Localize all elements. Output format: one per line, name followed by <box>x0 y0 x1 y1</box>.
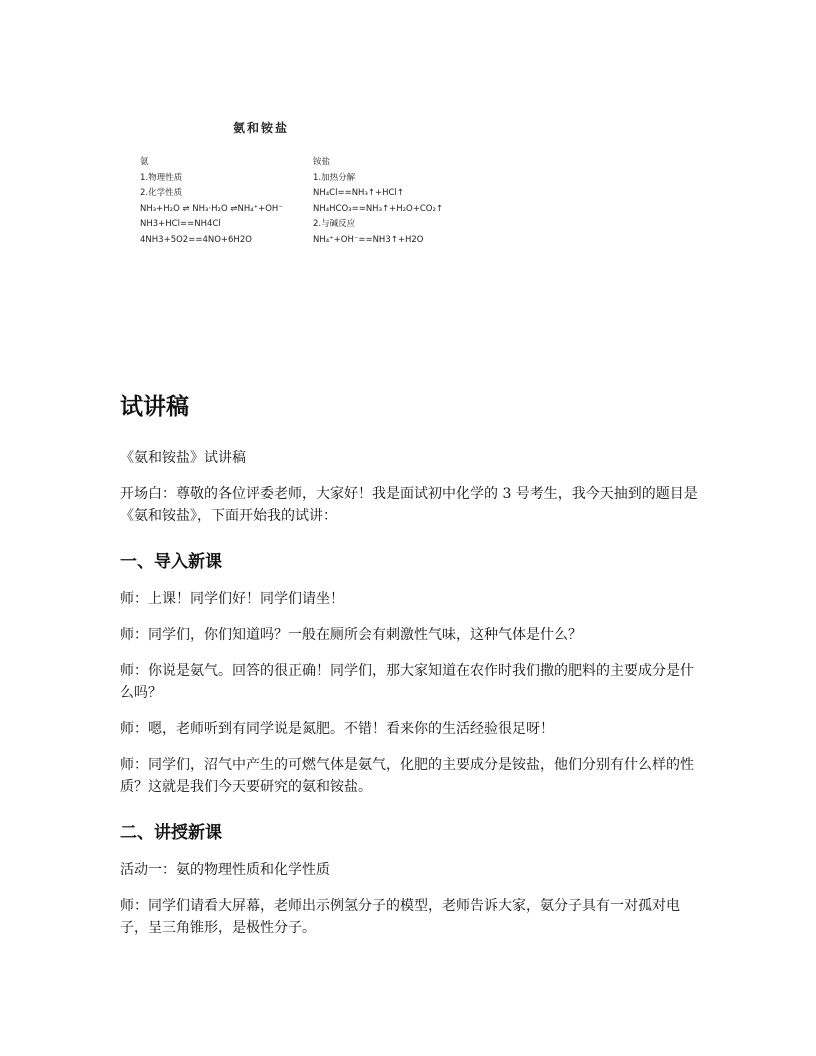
paragraph: 师：同学们，沼气中产生的可燃气体是氨气，化肥的主要成分是铵盐，他们分别有什么样的性质？这就是我们今天要研究的氨和铵盐。 <box>120 757 694 795</box>
board-left-column <box>140 155 283 248</box>
board-line: NH₄HCO₃==NH₃↑+H₂O+CO₂↑ <box>313 203 443 214</box>
board-title: 氨和铵盐 <box>233 121 290 135</box>
section-heading-teaching: 二、讲授新课 <box>120 823 222 843</box>
lecture-script <box>120 388 700 953</box>
board-line: 1.加热分解 <box>313 172 356 183</box>
board-line: 铵盐 <box>313 157 331 167</box>
board-right-column <box>313 155 443 248</box>
subtitle: 《氨和铵盐》试讲稿 <box>120 450 246 466</box>
paragraph: 师：你说是氨气。回答的很正确！同学们，那大家知道在农作时我们撒的肥料的主要成分是什么吗？ <box>120 663 694 701</box>
board-line: 1.物理性质 <box>140 172 183 183</box>
board-line: NH3+HCl==NH4Cl <box>140 219 221 229</box>
paragraph: 师：同学们，你们知道吗？一般在厕所会有刺激性气味，这种气体是什么？ <box>120 627 582 643</box>
board-line: 4NH3+5O2==4NO+6H2O <box>140 234 252 245</box>
board-line: NH₃+H₂O ⇌ NH₃·H₂O ⇌NH₄⁺+OH⁻ <box>140 203 283 214</box>
board-line: NH₄⁺+OH⁻==NH3↑+H2O <box>313 234 424 245</box>
board-line: 氨 <box>140 157 149 167</box>
paragraph: 活动一：氨的物理性质和化学性质 <box>120 862 330 878</box>
board-line: NH₄Cl==NH₃↑+HCl↑ <box>313 188 404 198</box>
page-title: 试讲稿 <box>120 394 189 420</box>
paragraph: 师：嗯，老师听到有同学说是氮肥。不错！看来你的生活经验很足呀！ <box>120 721 554 737</box>
paragraph: 师：同学们请看大屏幕，老师出示例氢分子的模型，老师告诉大家，氨分子具有一对孤对电子，呈三角锥形，是极性分子。 <box>120 898 680 936</box>
opening-paragraph: 开场白：尊敬的各位评委老师，大家好！我是面试初中化学的 3 号考生，我今天抽到的题目是《氨和铵盐》，下面开始我的试讲： <box>120 486 698 524</box>
board-line: 2.化学性质 <box>140 188 183 198</box>
blackboard-summary <box>138 115 458 255</box>
board-line: 2.与碱反应 <box>313 219 356 229</box>
paragraph: 师：上课！同学们好！同学们请坐！ <box>120 591 344 607</box>
section-heading-intro: 一、导入新课 <box>120 552 222 572</box>
